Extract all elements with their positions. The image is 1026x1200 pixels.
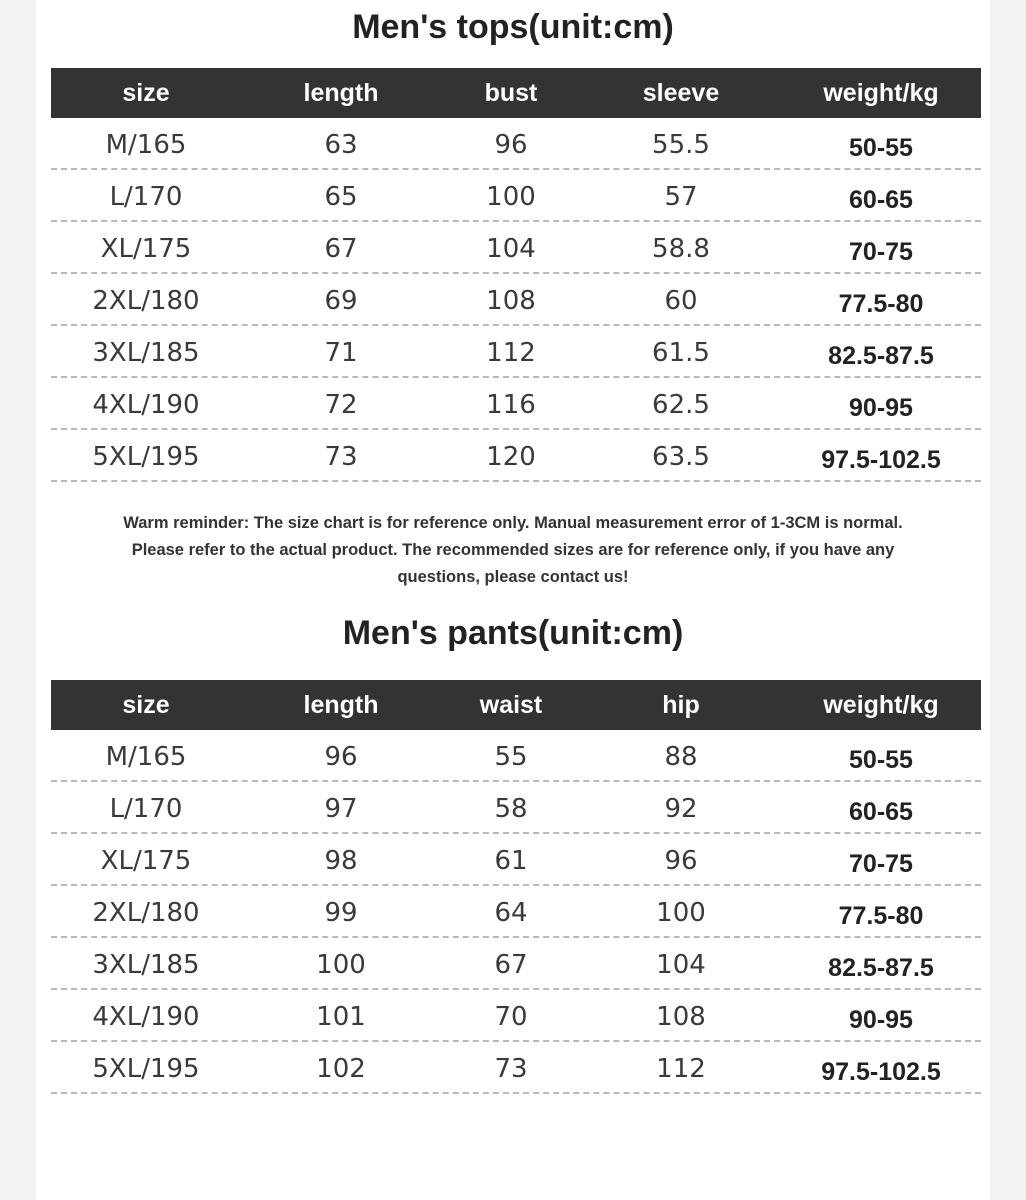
sleeve-cell: 63.5 — [652, 442, 710, 472]
weight-cell: 70-75 — [849, 237, 913, 266]
tops-header-bust: bust — [484, 78, 538, 107]
length-cell: 71 — [324, 338, 358, 368]
weight-cell: 60-65 — [849, 185, 913, 214]
length-cell: 73 — [324, 442, 358, 472]
weight-cell: 60-65 — [849, 797, 913, 826]
length-cell: 99 — [324, 898, 358, 928]
bust-cell: 108 — [486, 286, 536, 316]
sleeve-cell: 62.5 — [652, 390, 710, 420]
warm-reminder-note — [36, 510, 990, 591]
tops-table — [51, 68, 981, 482]
pants-header-hip: hip — [662, 690, 700, 719]
waist-cell: 55 — [494, 742, 528, 772]
reminder-line-1: Warm reminder: The size chart is for reference only. Manual measurement error of 1-3CM is normal. — [123, 514, 903, 532]
weight-cell: 50-55 — [849, 745, 913, 774]
table-row — [51, 118, 981, 170]
hip-cell: 96 — [664, 846, 698, 876]
bust-cell: 104 — [486, 234, 536, 264]
hip-cell: 92 — [664, 794, 698, 824]
weight-cell: 90-95 — [849, 393, 913, 422]
weight-cell: 90-95 — [849, 1005, 913, 1034]
waist-cell: 58 — [494, 794, 528, 824]
tops-header-weight: weight/kg — [823, 78, 939, 107]
bust-cell: 100 — [486, 182, 536, 212]
tops-title: Men's tops(unit:cm) — [352, 8, 674, 46]
size-cell: XL/175 — [100, 234, 192, 264]
weight-cell: 97.5-102.5 — [821, 445, 941, 474]
length-cell: 98 — [324, 846, 358, 876]
bust-cell: 116 — [486, 390, 536, 420]
size-cell: 2XL/180 — [92, 898, 200, 928]
sleeve-cell: 58.8 — [652, 234, 710, 264]
pants-title: Men's pants(unit:cm) — [342, 614, 684, 652]
table-row — [51, 730, 981, 782]
hip-cell: 100 — [656, 898, 706, 928]
table-row — [51, 378, 981, 430]
weight-cell: 77.5-80 — [838, 901, 924, 930]
size-cell: 4XL/190 — [92, 1002, 200, 1032]
table-row — [51, 938, 981, 990]
reminder-line-2: Please refer to the actual product. The recommended sizes are for reference only, if you have any — [131, 541, 895, 559]
size-cell: 3XL/185 — [92, 950, 200, 980]
size-chart-sheet — [36, 0, 990, 1200]
size-cell: 5XL/195 — [92, 1054, 200, 1084]
length-cell: 100 — [316, 950, 366, 980]
pants-header-weight: weight/kg — [823, 690, 939, 719]
size-cell: XL/175 — [100, 846, 192, 876]
table-row — [51, 886, 981, 938]
pants-table — [51, 680, 981, 1094]
weight-cell: 70-75 — [849, 849, 913, 878]
size-cell: L/170 — [109, 794, 183, 824]
table-row — [51, 430, 981, 482]
sleeve-cell: 55.5 — [652, 130, 710, 160]
bust-cell: 120 — [486, 442, 536, 472]
tops-header-size: size — [122, 78, 170, 107]
length-cell: 67 — [324, 234, 358, 264]
sleeve-cell: 60 — [664, 286, 698, 316]
size-cell: M/165 — [105, 130, 187, 160]
weight-cell: 97.5-102.5 — [821, 1057, 941, 1086]
waist-cell: 64 — [494, 898, 528, 928]
table-row — [51, 170, 981, 222]
length-cell: 96 — [324, 742, 358, 772]
size-cell: L/170 — [109, 182, 183, 212]
table-row — [51, 782, 981, 834]
hip-cell: 108 — [656, 1002, 706, 1032]
hip-cell: 112 — [656, 1054, 706, 1084]
waist-cell: 67 — [494, 950, 528, 980]
weight-cell: 50-55 — [849, 133, 913, 162]
length-cell: 97 — [324, 794, 358, 824]
tops-header-row — [51, 68, 981, 118]
length-cell: 72 — [324, 390, 358, 420]
sleeve-cell: 61.5 — [652, 338, 710, 368]
waist-cell: 73 — [494, 1054, 528, 1084]
sleeve-cell: 57 — [664, 182, 698, 212]
table-row — [51, 326, 981, 378]
hip-cell: 104 — [656, 950, 706, 980]
table-row — [51, 274, 981, 326]
length-cell: 63 — [324, 130, 358, 160]
size-cell: 2XL/180 — [92, 286, 200, 316]
tops-header-length: length — [303, 78, 379, 107]
length-cell: 102 — [316, 1054, 366, 1084]
weight-cell: 77.5-80 — [838, 289, 924, 318]
pants-header-size: size — [122, 690, 170, 719]
length-cell: 101 — [316, 1002, 366, 1032]
reminder-line-3: questions, please contact us! — [397, 568, 629, 586]
tops-header-sleeve: sleeve — [642, 78, 720, 107]
table-row — [51, 1042, 981, 1094]
bust-cell: 112 — [486, 338, 536, 368]
table-row — [51, 834, 981, 886]
pants-header-length: length — [303, 690, 379, 719]
size-cell: M/165 — [105, 742, 187, 772]
pants-header-waist: waist — [479, 690, 543, 719]
waist-cell: 61 — [494, 846, 528, 876]
waist-cell: 70 — [494, 1002, 528, 1032]
table-row — [51, 990, 981, 1042]
hip-cell: 88 — [664, 742, 698, 772]
weight-cell: 82.5-87.5 — [828, 341, 934, 370]
pants-header-row — [51, 680, 981, 730]
size-cell: 3XL/185 — [92, 338, 200, 368]
table-row — [51, 222, 981, 274]
length-cell: 65 — [324, 182, 358, 212]
bust-cell: 96 — [494, 130, 528, 160]
length-cell: 69 — [324, 286, 358, 316]
size-cell: 4XL/190 — [92, 390, 200, 420]
size-cell: 5XL/195 — [92, 442, 200, 472]
weight-cell: 82.5-87.5 — [828, 953, 934, 982]
